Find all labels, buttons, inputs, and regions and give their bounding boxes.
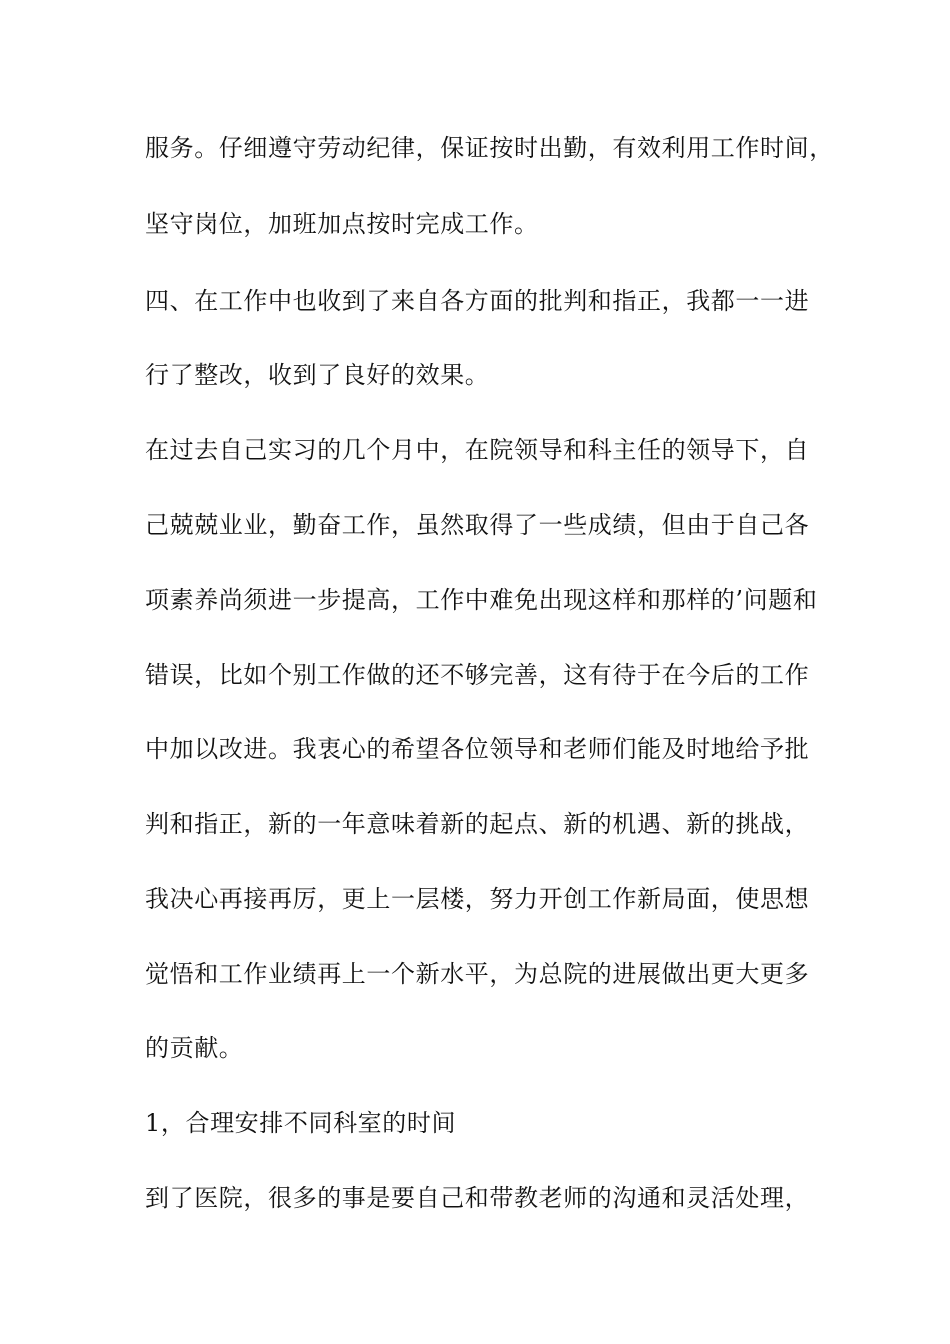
paragraph-line: 行了整改，收到了良好的效果。 (145, 361, 490, 389)
paragraph-line: 到了医院，很多的事是要自己和带教老师的沟通和灵活处理， (145, 1184, 810, 1212)
paragraph-line: 服务。仔细遵守劳动纪律，保证按时出勤，有效利用工作时间， (145, 134, 834, 162)
paragraph-line: 在过去自己实习的几个月中，在院领导和科主任的领导下，自 (145, 436, 810, 464)
paragraph-line: 己兢兢业业，勤奋工作，虽然取得了一些成绩，但由于自己各 (145, 511, 810, 539)
paragraph-line: 错误，比如个别工作做的还不够完善，这有待于在今后的工作 (145, 661, 810, 689)
paragraph-line: 四、在工作中也收到了来自各方面的批判和指正，我都一一进 (145, 287, 810, 315)
paragraph-line: 坚守岗位，加班加点按时完成工作。 (145, 210, 539, 238)
paragraph-line: 我决心再接再厉，更上一层楼，努力开创工作新局面，使思想 (145, 885, 810, 913)
paragraph-line: 判和指正，新的一年意味着新的起点、新的机遇、新的挑战， (145, 810, 810, 838)
paragraph-line: 觉悟和工作业绩再上一个新水平，为总院的进展做出更大更多 (145, 960, 810, 988)
paragraph-line: 项素养尚须进一步提高，工作中难免出现这样和那样的’问题和 (145, 586, 818, 614)
paragraph-line: 中加以改进。我衷心的希望各位领导和老师们能及时地给予批 (145, 735, 810, 763)
section-heading: 1，合理安排不同科室的时间 (145, 1109, 457, 1137)
paragraph-line: 的贡献。 (145, 1034, 244, 1062)
